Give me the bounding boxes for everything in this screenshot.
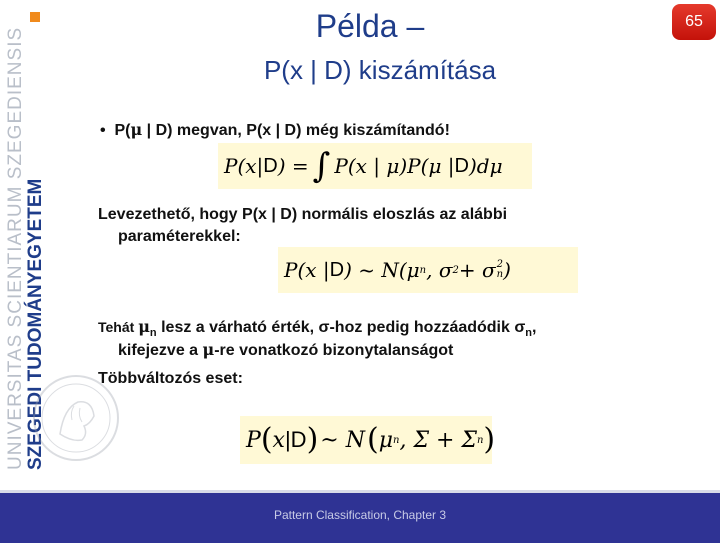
- paragraph-derivation-line1: Levezethető, hogy P(x | D) normális eloszlás az alábbi: [98, 206, 508, 223]
- formula-predictive-integral: P( x | D ) = ∫ P(x | μ)P(μ | D )dμ: [218, 143, 532, 189]
- paragraph-conclusion-line1: Tehát $\mu_n$ lesz a várható érték, σ-hoz pedig hozzáadódik $\sigma_n$,: [98, 317, 537, 340]
- bullet-icon: •: [100, 122, 115, 139]
- slide-title: Példa –: [315, 8, 425, 44]
- university-latin-name: UNIVERSITAS SCIENTIARUM SZEGEDIENSIS: [5, 26, 26, 470]
- slide-number-badge: 65: [672, 4, 716, 40]
- sigma-n-scripts: 2 n: [496, 259, 504, 280]
- formula-multivariate-normal: P ( x | D ) ~ N ( μ n , Σ + Σ n ): [240, 416, 492, 464]
- bullet-point-1: • P(μ | D) megvan, P(x | D) még kiszámítandó!: [100, 120, 450, 139]
- formula-normal-distribution: P(x | D ) ~ N( μ n , σ 2 + σ 2 n ): [278, 247, 578, 293]
- university-hungarian-name: SZEGEDI TUDOMÁNYEGYETEM: [25, 178, 46, 470]
- paragraph-derivation-line2: paraméterekkel:: [118, 228, 241, 245]
- footer-caption: Pattern Classification, Chapter 3: [273, 508, 447, 522]
- paragraph-conclusion-line2: kifejezve a μ-re vonatkozó bizonytalanságot: [118, 340, 454, 359]
- paragraph-multivariate: Többváltozós eset:: [98, 370, 243, 387]
- slide-subtitle: P(x | D) kiszámítása: [263, 55, 497, 85]
